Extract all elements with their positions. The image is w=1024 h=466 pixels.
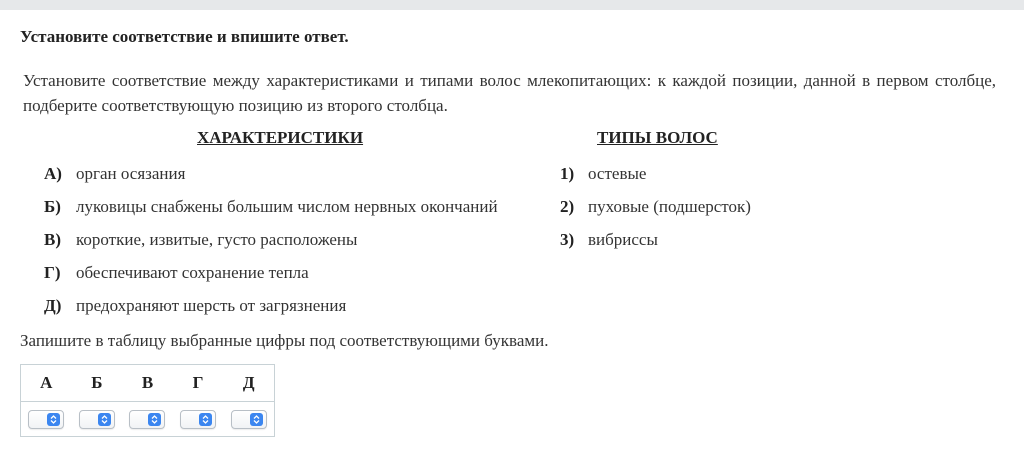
hair-types-header: ТИПЫ ВОЛОС (597, 128, 718, 147)
answer-select-b[interactable] (79, 410, 115, 429)
characteristics-header: ХАРАКТЕРИСТИКИ (197, 128, 364, 147)
list-item (44, 262, 309, 284)
answer-select-row (21, 402, 274, 437)
item-number: 2) (560, 197, 575, 216)
item-text: пуховые (подшерсток) (588, 197, 751, 216)
list-item (44, 163, 185, 185)
item-text: орган осязания (76, 164, 186, 183)
item-letter: Г) (44, 263, 61, 282)
item-number: 1) (560, 164, 575, 183)
header-cell-a: А (40, 373, 53, 392)
header-cell-v: В (141, 373, 154, 392)
select-arrows-icon (199, 413, 212, 426)
header-cell-b: Б (91, 373, 103, 392)
top-bar (0, 0, 1024, 10)
list-item (560, 229, 658, 251)
list-item (44, 196, 498, 218)
list-item (44, 295, 346, 317)
task-title: Установите соответствие и впишите ответ. (20, 27, 349, 46)
item-text: обеспечивают сохранение тепла (76, 263, 309, 282)
select-arrows-icon (98, 413, 111, 426)
answer-select-g[interactable] (180, 410, 216, 429)
header-cell-g: Г (192, 373, 204, 392)
item-text: остевые (588, 164, 647, 183)
item-text: вибриссы (588, 230, 658, 249)
item-text: луковицы снабжены большим числом нервных окончаний (76, 197, 498, 216)
item-letter: А) (44, 164, 62, 183)
item-letter: Б) (44, 197, 61, 216)
list-item (560, 196, 751, 218)
list-item (44, 229, 357, 251)
select-arrows-icon (250, 413, 263, 426)
item-letter: В) (44, 230, 61, 249)
item-text: предохраняют шерсть от загрязнения (76, 296, 347, 315)
instruction-text: Запишите в таблицу выбранные цифры под соответствующими буквами. (20, 331, 549, 350)
select-arrows-icon (47, 413, 60, 426)
answer-select-v[interactable] (129, 410, 165, 429)
answer-table-header (21, 365, 274, 402)
item-letter: Д) (44, 296, 62, 315)
list-item (560, 163, 646, 185)
task-description: Установите соответствие между характеристиками и типами волос млекопитающих: к каждой позиции, данной в первом столбце, подберите соответствующую позицию из второго столбца. (23, 71, 996, 115)
answer-table (20, 364, 275, 437)
answer-select-a[interactable] (28, 410, 64, 429)
item-text: короткие, извитые, густо расположены (76, 230, 358, 249)
answer-select-d[interactable] (231, 410, 267, 429)
select-arrows-icon (148, 413, 161, 426)
item-number: 3) (560, 230, 575, 249)
header-cell-d: Д (242, 373, 255, 392)
